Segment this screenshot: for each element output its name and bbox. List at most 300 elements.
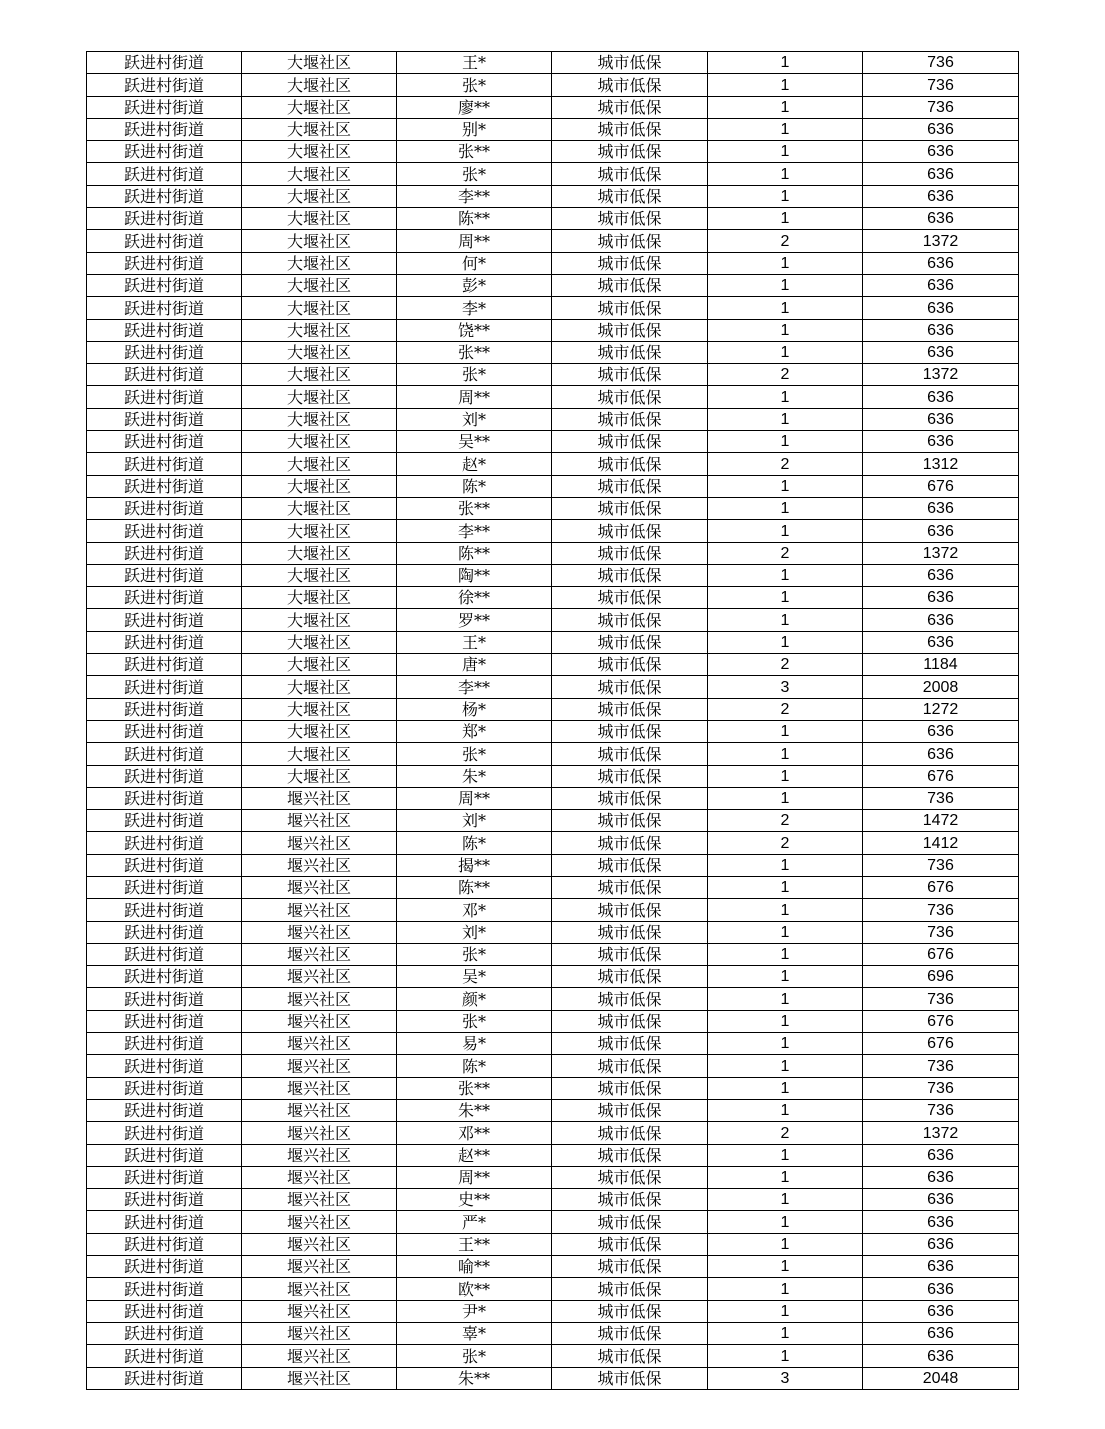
street-cell: 跃进村街道 xyxy=(87,386,242,408)
name-cell: 彭* xyxy=(397,274,552,296)
household-size-cell: 1 xyxy=(708,1345,863,1367)
category-cell: 城市低保 xyxy=(552,141,708,163)
street-cell: 跃进村街道 xyxy=(87,676,242,698)
name-cell: 张* xyxy=(397,1010,552,1032)
table-row xyxy=(87,74,1019,96)
community-cell: 大堰社区 xyxy=(242,587,397,609)
table-row xyxy=(87,1233,1019,1255)
street-cell: 跃进村街道 xyxy=(87,74,242,96)
community-cell: 大堰社区 xyxy=(242,252,397,274)
name-cell: 刘* xyxy=(397,408,552,430)
street-cell: 跃进村街道 xyxy=(87,252,242,274)
household-size-cell: 1 xyxy=(708,163,863,185)
street-cell: 跃进村街道 xyxy=(87,118,242,140)
household-size-cell: 1 xyxy=(708,787,863,809)
street-cell: 跃进村街道 xyxy=(87,1033,242,1055)
category-cell: 城市低保 xyxy=(552,408,708,430)
amount-cell: 636 xyxy=(863,185,1019,207)
category-cell: 城市低保 xyxy=(552,431,708,453)
street-cell: 跃进村街道 xyxy=(87,1345,242,1367)
name-cell: 陈* xyxy=(397,832,552,854)
community-cell: 堰兴社区 xyxy=(242,966,397,988)
street-cell: 跃进村街道 xyxy=(87,141,242,163)
amount-cell: 636 xyxy=(863,1211,1019,1233)
community-cell: 大堰社区 xyxy=(242,141,397,163)
category-cell: 城市低保 xyxy=(552,1322,708,1344)
table-row xyxy=(87,497,1019,519)
community-cell: 大堰社区 xyxy=(242,720,397,742)
household-size-cell: 2 xyxy=(708,832,863,854)
table-row xyxy=(87,52,1019,74)
table-row xyxy=(87,765,1019,787)
household-size-cell: 1 xyxy=(708,1322,863,1344)
community-cell: 大堰社区 xyxy=(242,364,397,386)
category-cell: 城市低保 xyxy=(552,96,708,118)
table-row xyxy=(87,1010,1019,1032)
community-cell: 堰兴社区 xyxy=(242,1122,397,1144)
category-cell: 城市低保 xyxy=(552,564,708,586)
table-row xyxy=(87,208,1019,230)
table-row xyxy=(87,876,1019,898)
street-cell: 跃进村街道 xyxy=(87,497,242,519)
amount-cell: 636 xyxy=(863,431,1019,453)
household-size-cell: 1 xyxy=(708,208,863,230)
community-cell: 大堰社区 xyxy=(242,431,397,453)
amount-cell: 636 xyxy=(863,1300,1019,1322)
name-cell: 邓** xyxy=(397,1122,552,1144)
community-cell: 大堰社区 xyxy=(242,341,397,363)
table-row xyxy=(87,1256,1019,1278)
community-cell: 堰兴社区 xyxy=(242,876,397,898)
table-row xyxy=(87,252,1019,274)
street-cell: 跃进村街道 xyxy=(87,453,242,475)
street-cell: 跃进村街道 xyxy=(87,1055,242,1077)
category-cell: 城市低保 xyxy=(552,876,708,898)
category-cell: 城市低保 xyxy=(552,74,708,96)
amount-cell: 636 xyxy=(863,609,1019,631)
category-cell: 城市低保 xyxy=(552,1278,708,1300)
amount-cell: 676 xyxy=(863,765,1019,787)
community-cell: 堰兴社区 xyxy=(242,1189,397,1211)
table-row xyxy=(87,832,1019,854)
community-cell: 堰兴社区 xyxy=(242,1233,397,1255)
amount-cell: 1372 xyxy=(863,364,1019,386)
name-cell: 罗** xyxy=(397,609,552,631)
amount-cell: 636 xyxy=(863,141,1019,163)
community-cell: 堰兴社区 xyxy=(242,1166,397,1188)
table-row xyxy=(87,1077,1019,1099)
name-cell: 朱* xyxy=(397,765,552,787)
amount-cell: 736 xyxy=(863,1077,1019,1099)
category-cell: 城市低保 xyxy=(552,654,708,676)
community-cell: 大堰社区 xyxy=(242,676,397,698)
category-cell: 城市低保 xyxy=(552,208,708,230)
street-cell: 跃进村街道 xyxy=(87,654,242,676)
category-cell: 城市低保 xyxy=(552,1233,708,1255)
table-row xyxy=(87,475,1019,497)
amount-cell: 1372 xyxy=(863,1122,1019,1144)
household-size-cell: 1 xyxy=(708,921,863,943)
name-cell: 何* xyxy=(397,252,552,274)
amount-cell: 636 xyxy=(863,1189,1019,1211)
name-cell: 辜* xyxy=(397,1322,552,1344)
assistance-table xyxy=(86,51,1019,1390)
community-cell: 堰兴社区 xyxy=(242,899,397,921)
community-cell: 堰兴社区 xyxy=(242,787,397,809)
table-row xyxy=(87,520,1019,542)
category-cell: 城市低保 xyxy=(552,631,708,653)
name-cell: 陈** xyxy=(397,876,552,898)
household-size-cell: 1 xyxy=(708,386,863,408)
street-cell: 跃进村街道 xyxy=(87,1233,242,1255)
name-cell: 赵* xyxy=(397,453,552,475)
community-cell: 堰兴社区 xyxy=(242,1055,397,1077)
community-cell: 堰兴社区 xyxy=(242,1077,397,1099)
household-size-cell: 1 xyxy=(708,1256,863,1278)
amount-cell: 2048 xyxy=(863,1367,1019,1389)
household-size-cell: 1 xyxy=(708,1189,863,1211)
amount-cell: 736 xyxy=(863,1055,1019,1077)
amount-cell: 736 xyxy=(863,52,1019,74)
category-cell: 城市低保 xyxy=(552,274,708,296)
street-cell: 跃进村街道 xyxy=(87,96,242,118)
community-cell: 大堰社区 xyxy=(242,497,397,519)
name-cell: 吴** xyxy=(397,431,552,453)
community-cell: 大堰社区 xyxy=(242,453,397,475)
household-size-cell: 1 xyxy=(708,564,863,586)
amount-cell: 736 xyxy=(863,854,1019,876)
name-cell: 吴* xyxy=(397,966,552,988)
amount-cell: 1372 xyxy=(863,542,1019,564)
street-cell: 跃进村街道 xyxy=(87,319,242,341)
table-row xyxy=(87,230,1019,252)
street-cell: 跃进村街道 xyxy=(87,564,242,586)
table-row xyxy=(87,676,1019,698)
street-cell: 跃进村街道 xyxy=(87,743,242,765)
amount-cell: 636 xyxy=(863,587,1019,609)
street-cell: 跃进村街道 xyxy=(87,520,242,542)
community-cell: 堰兴社区 xyxy=(242,1099,397,1121)
household-size-cell: 1 xyxy=(708,899,863,921)
household-size-cell: 2 xyxy=(708,654,863,676)
amount-cell: 676 xyxy=(863,943,1019,965)
amount-cell: 636 xyxy=(863,386,1019,408)
amount-cell: 676 xyxy=(863,1010,1019,1032)
table-row xyxy=(87,1033,1019,1055)
name-cell: 徐** xyxy=(397,587,552,609)
table-row xyxy=(87,1300,1019,1322)
community-cell: 堰兴社区 xyxy=(242,854,397,876)
category-cell: 城市低保 xyxy=(552,163,708,185)
category-cell: 城市低保 xyxy=(552,252,708,274)
amount-cell: 636 xyxy=(863,631,1019,653)
amount-cell: 636 xyxy=(863,118,1019,140)
table-row xyxy=(87,654,1019,676)
street-cell: 跃进村街道 xyxy=(87,854,242,876)
category-cell: 城市低保 xyxy=(552,1189,708,1211)
name-cell: 郑* xyxy=(397,720,552,742)
household-size-cell: 1 xyxy=(708,943,863,965)
street-cell: 跃进村街道 xyxy=(87,966,242,988)
amount-cell: 636 xyxy=(863,743,1019,765)
category-cell: 城市低保 xyxy=(552,698,708,720)
category-cell: 城市低保 xyxy=(552,1010,708,1032)
amount-cell: 736 xyxy=(863,921,1019,943)
street-cell: 跃进村街道 xyxy=(87,943,242,965)
amount-cell: 1184 xyxy=(863,654,1019,676)
table-row xyxy=(87,631,1019,653)
amount-cell: 636 xyxy=(863,1278,1019,1300)
community-cell: 大堰社区 xyxy=(242,631,397,653)
community-cell: 大堰社区 xyxy=(242,52,397,74)
category-cell: 城市低保 xyxy=(552,676,708,698)
name-cell: 张* xyxy=(397,1345,552,1367)
household-size-cell: 1 xyxy=(708,185,863,207)
amount-cell: 1312 xyxy=(863,453,1019,475)
community-cell: 堰兴社区 xyxy=(242,1367,397,1389)
category-cell: 城市低保 xyxy=(552,475,708,497)
street-cell: 跃进村街道 xyxy=(87,765,242,787)
household-size-cell: 2 xyxy=(708,810,863,832)
household-size-cell: 1 xyxy=(708,1099,863,1121)
category-cell: 城市低保 xyxy=(552,810,708,832)
amount-cell: 676 xyxy=(863,475,1019,497)
name-cell: 周** xyxy=(397,230,552,252)
amount-cell: 636 xyxy=(863,1322,1019,1344)
amount-cell: 636 xyxy=(863,497,1019,519)
amount-cell: 1412 xyxy=(863,832,1019,854)
community-cell: 堰兴社区 xyxy=(242,1345,397,1367)
amount-cell: 736 xyxy=(863,74,1019,96)
street-cell: 跃进村街道 xyxy=(87,408,242,430)
street-cell: 跃进村街道 xyxy=(87,52,242,74)
community-cell: 大堰社区 xyxy=(242,698,397,720)
name-cell: 朱** xyxy=(397,1099,552,1121)
household-size-cell: 1 xyxy=(708,297,863,319)
street-cell: 跃进村街道 xyxy=(87,1322,242,1344)
community-cell: 大堰社区 xyxy=(242,520,397,542)
category-cell: 城市低保 xyxy=(552,497,708,519)
name-cell: 饶** xyxy=(397,319,552,341)
amount-cell: 636 xyxy=(863,297,1019,319)
table-row xyxy=(87,408,1019,430)
category-cell: 城市低保 xyxy=(552,341,708,363)
category-cell: 城市低保 xyxy=(552,587,708,609)
household-size-cell: 1 xyxy=(708,497,863,519)
table-row xyxy=(87,386,1019,408)
household-size-cell: 1 xyxy=(708,141,863,163)
amount-cell: 2008 xyxy=(863,676,1019,698)
amount-cell: 636 xyxy=(863,163,1019,185)
category-cell: 城市低保 xyxy=(552,743,708,765)
street-cell: 跃进村街道 xyxy=(87,832,242,854)
street-cell: 跃进村街道 xyxy=(87,1189,242,1211)
amount-cell: 736 xyxy=(863,1099,1019,1121)
community-cell: 大堰社区 xyxy=(242,208,397,230)
street-cell: 跃进村街道 xyxy=(87,1166,242,1188)
street-cell: 跃进村街道 xyxy=(87,787,242,809)
household-size-cell: 1 xyxy=(708,1166,863,1188)
category-cell: 城市低保 xyxy=(552,899,708,921)
community-cell: 堰兴社区 xyxy=(242,1300,397,1322)
household-size-cell: 2 xyxy=(708,698,863,720)
name-cell: 陈* xyxy=(397,475,552,497)
street-cell: 跃进村街道 xyxy=(87,297,242,319)
name-cell: 张* xyxy=(397,74,552,96)
table-row xyxy=(87,274,1019,296)
street-cell: 跃进村街道 xyxy=(87,1144,242,1166)
household-size-cell: 1 xyxy=(708,1033,863,1055)
name-cell: 陶** xyxy=(397,564,552,586)
household-size-cell: 1 xyxy=(708,854,863,876)
street-cell: 跃进村街道 xyxy=(87,163,242,185)
table-row xyxy=(87,564,1019,586)
table-row xyxy=(87,609,1019,631)
table-row xyxy=(87,141,1019,163)
amount-cell: 636 xyxy=(863,1166,1019,1188)
table-row xyxy=(87,431,1019,453)
community-cell: 大堰社区 xyxy=(242,96,397,118)
category-cell: 城市低保 xyxy=(552,297,708,319)
community-cell: 大堰社区 xyxy=(242,408,397,430)
name-cell: 李** xyxy=(397,676,552,698)
community-cell: 大堰社区 xyxy=(242,654,397,676)
table-row xyxy=(87,1122,1019,1144)
street-cell: 跃进村街道 xyxy=(87,1367,242,1389)
amount-cell: 736 xyxy=(863,787,1019,809)
name-cell: 张** xyxy=(397,497,552,519)
name-cell: 张** xyxy=(397,141,552,163)
table-row xyxy=(87,921,1019,943)
name-cell: 张** xyxy=(397,1077,552,1099)
street-cell: 跃进村街道 xyxy=(87,609,242,631)
household-size-cell: 2 xyxy=(708,1122,863,1144)
street-cell: 跃进村街道 xyxy=(87,364,242,386)
table-row xyxy=(87,1367,1019,1389)
amount-cell: 636 xyxy=(863,720,1019,742)
community-cell: 大堰社区 xyxy=(242,297,397,319)
amount-cell: 1472 xyxy=(863,810,1019,832)
street-cell: 跃进村街道 xyxy=(87,810,242,832)
category-cell: 城市低保 xyxy=(552,720,708,742)
name-cell: 陈** xyxy=(397,542,552,564)
category-cell: 城市低保 xyxy=(552,787,708,809)
amount-cell: 636 xyxy=(863,564,1019,586)
community-cell: 堰兴社区 xyxy=(242,943,397,965)
community-cell: 堰兴社区 xyxy=(242,1278,397,1300)
table-row xyxy=(87,966,1019,988)
street-cell: 跃进村街道 xyxy=(87,475,242,497)
name-cell: 李* xyxy=(397,297,552,319)
name-cell: 唐* xyxy=(397,654,552,676)
household-size-cell: 1 xyxy=(708,988,863,1010)
name-cell: 王* xyxy=(397,52,552,74)
name-cell: 张** xyxy=(397,341,552,363)
table-row xyxy=(87,1055,1019,1077)
category-cell: 城市低保 xyxy=(552,1099,708,1121)
community-cell: 大堰社区 xyxy=(242,185,397,207)
category-cell: 城市低保 xyxy=(552,1256,708,1278)
household-size-cell: 3 xyxy=(708,1367,863,1389)
category-cell: 城市低保 xyxy=(552,542,708,564)
household-size-cell: 1 xyxy=(708,431,863,453)
household-size-cell: 1 xyxy=(708,631,863,653)
household-size-cell: 1 xyxy=(708,52,863,74)
household-size-cell: 1 xyxy=(708,1300,863,1322)
table-row xyxy=(87,1345,1019,1367)
amount-cell: 636 xyxy=(863,252,1019,274)
table-row xyxy=(87,542,1019,564)
table-row xyxy=(87,1322,1019,1344)
community-cell: 大堰社区 xyxy=(242,475,397,497)
household-size-cell: 1 xyxy=(708,96,863,118)
name-cell: 揭** xyxy=(397,854,552,876)
name-cell: 欧** xyxy=(397,1278,552,1300)
category-cell: 城市低保 xyxy=(552,520,708,542)
amount-cell: 636 xyxy=(863,1345,1019,1367)
street-cell: 跃进村街道 xyxy=(87,1099,242,1121)
table-row xyxy=(87,787,1019,809)
household-size-cell: 1 xyxy=(708,1144,863,1166)
table-row xyxy=(87,1099,1019,1121)
street-cell: 跃进村街道 xyxy=(87,921,242,943)
table-row xyxy=(87,988,1019,1010)
street-cell: 跃进村街道 xyxy=(87,899,242,921)
community-cell: 大堰社区 xyxy=(242,564,397,586)
community-cell: 大堰社区 xyxy=(242,765,397,787)
household-size-cell: 1 xyxy=(708,765,863,787)
category-cell: 城市低保 xyxy=(552,185,708,207)
category-cell: 城市低保 xyxy=(552,1300,708,1322)
name-cell: 张* xyxy=(397,943,552,965)
community-cell: 堰兴社区 xyxy=(242,1033,397,1055)
category-cell: 城市低保 xyxy=(552,386,708,408)
category-cell: 城市低保 xyxy=(552,52,708,74)
street-cell: 跃进村街道 xyxy=(87,720,242,742)
name-cell: 易* xyxy=(397,1033,552,1055)
household-size-cell: 1 xyxy=(708,1055,863,1077)
table-row xyxy=(87,1166,1019,1188)
category-cell: 城市低保 xyxy=(552,319,708,341)
community-cell: 堰兴社区 xyxy=(242,1010,397,1032)
household-size-cell: 1 xyxy=(708,720,863,742)
table-row xyxy=(87,341,1019,363)
household-size-cell: 2 xyxy=(708,542,863,564)
street-cell: 跃进村街道 xyxy=(87,876,242,898)
amount-cell: 636 xyxy=(863,1233,1019,1255)
amount-cell: 636 xyxy=(863,520,1019,542)
category-cell: 城市低保 xyxy=(552,1033,708,1055)
community-cell: 堰兴社区 xyxy=(242,1211,397,1233)
table-row xyxy=(87,1278,1019,1300)
street-cell: 跃进村街道 xyxy=(87,1010,242,1032)
name-cell: 朱** xyxy=(397,1367,552,1389)
table-row xyxy=(87,319,1019,341)
community-cell: 堰兴社区 xyxy=(242,1256,397,1278)
table-row xyxy=(87,854,1019,876)
household-size-cell: 2 xyxy=(708,230,863,252)
name-cell: 张* xyxy=(397,364,552,386)
name-cell: 喻** xyxy=(397,1256,552,1278)
household-size-cell: 1 xyxy=(708,475,863,497)
category-cell: 城市低保 xyxy=(552,1166,708,1188)
street-cell: 跃进村街道 xyxy=(87,185,242,207)
category-cell: 城市低保 xyxy=(552,453,708,475)
household-size-cell: 1 xyxy=(708,1278,863,1300)
name-cell: 刘* xyxy=(397,921,552,943)
street-cell: 跃进村街道 xyxy=(87,1300,242,1322)
community-cell: 大堰社区 xyxy=(242,542,397,564)
